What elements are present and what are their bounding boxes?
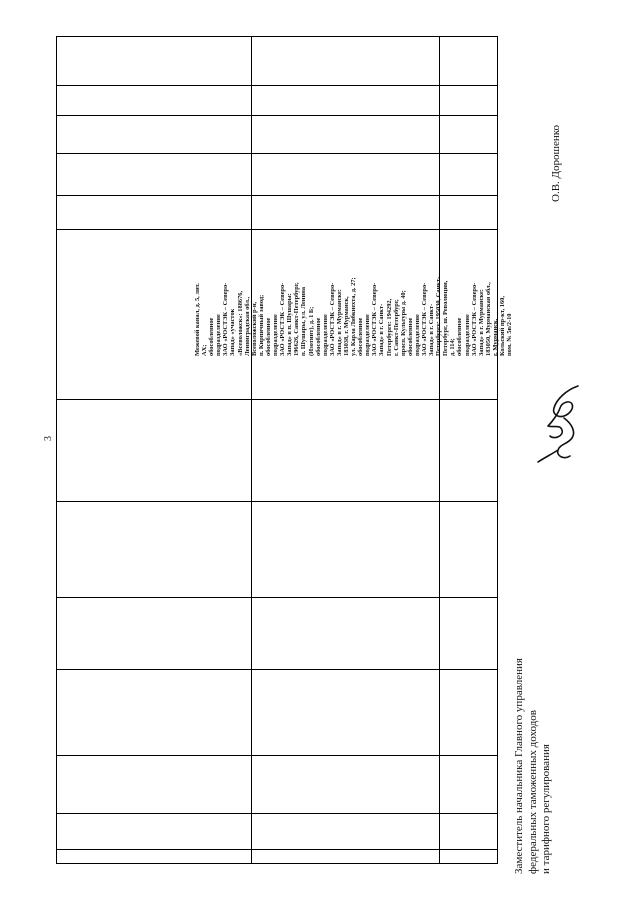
cell-line: ЗАО «РОСТЭК – Северо- [371, 282, 379, 356]
cell-line: ЗАО «РОСТЭК – Северо- [328, 282, 336, 356]
cell-line: п. Шушары, ул. Ленина [300, 286, 308, 356]
row-divider [57, 755, 497, 756]
cell-line: ЗАО «РОСТЭК – Северо- [279, 282, 287, 356]
cell-line: Петербурге: 194292, [385, 298, 393, 356]
cell-line: просп. Культуры д. 40; [399, 290, 407, 356]
cell-line: подразделение [272, 314, 280, 356]
cell-line: обособленное [208, 317, 216, 356]
cell-line: ЗАО «РОСТЭК – Северо- [222, 282, 230, 356]
cell-line: «Всеволожск»: 188676, [236, 290, 244, 356]
signatory-title [513, 544, 563, 874]
column-divider [439, 37, 440, 863]
cell-line: подразделение [321, 314, 329, 356]
cell-line: г. Мурманск, [491, 318, 499, 356]
cell-line: (Изотинт), д. 1 Б; [307, 306, 315, 356]
cell-line: Ленинградская обл., [243, 296, 251, 356]
rotated-table [56, 36, 498, 864]
cell-line: Запад» в г. Санкт- [428, 303, 436, 356]
column-divider [251, 37, 252, 863]
cell-line: обособленное [406, 317, 414, 356]
row-divider [57, 85, 497, 86]
cell-line: 196626, Санкт-Петербург, [293, 282, 301, 356]
cell-line: подразделение [364, 314, 372, 356]
signatory-name [548, 92, 564, 202]
cell-line: ЗАО «РОСТЭК – Северо- [470, 282, 478, 356]
cell-line: Петербурге: 195030, Санкт- [435, 276, 443, 356]
signatory-title-line: Заместитель начальника Главного управления [513, 658, 525, 874]
row-divider [57, 399, 497, 400]
row-divider [57, 849, 497, 850]
cell-line: АХ; [201, 344, 209, 356]
row-divider [57, 195, 497, 196]
signatory-title-line: федеральных таможенных доходов [526, 710, 539, 874]
page-number: 3 [43, 436, 54, 441]
row-divider [57, 115, 497, 116]
cell-line: обособленное [264, 317, 272, 356]
cell-line: Петербург, ш. Революции, [442, 280, 450, 356]
cell-line: 183050, Мурманская обл., [484, 282, 492, 356]
cell-line: г. Санкт-Петербург, [392, 299, 400, 356]
signature-mark [518, 378, 592, 466]
signatory-name-text: О.В. Дорошенко [550, 124, 562, 202]
cell-line: обособленное [314, 317, 322, 356]
cell-line: обособленное [456, 317, 464, 356]
row-divider [57, 597, 497, 598]
address-cell [194, 228, 514, 356]
row-divider [57, 153, 497, 154]
row-divider [57, 813, 497, 814]
cell-line: обособленное [357, 317, 365, 356]
cell-line: п. Кирпичный завод; [257, 294, 265, 356]
cell-line: Запад» в г. Мурманске: [335, 289, 343, 356]
cell-line: подразделение [215, 314, 223, 356]
cell-line: Запад» в г. Мурманске: [477, 289, 485, 356]
cell-line: 183038, г. Мурманск, [342, 296, 350, 356]
cell-line: ул. Карла Либкнехта, д. 27; [350, 277, 358, 356]
cell-line: Запад» «участок [229, 308, 237, 356]
cell-line: Всеволожский р-н, [250, 301, 258, 356]
cell-line: ЗАО «РОСТЭК – Северо- [421, 282, 428, 356]
cell-line: Запад» в г. Санкт- [378, 303, 386, 356]
cell-line: подразделение [413, 314, 421, 356]
row-divider [57, 669, 497, 670]
cell-line: Межевой канал, д. 5, лит. [194, 283, 201, 356]
cell-line: Кольский пр-кт, 160, [499, 296, 507, 356]
cell-line: Запад» в п. Шушары: [286, 293, 294, 356]
cell-line: д. 114; [449, 338, 457, 356]
signatory-title-line: и тарифного регулирования [540, 744, 552, 874]
row-divider [57, 501, 497, 502]
cell-line: пом. № 5в/2-10 [506, 313, 514, 356]
cell-line: подразделение [463, 314, 471, 356]
